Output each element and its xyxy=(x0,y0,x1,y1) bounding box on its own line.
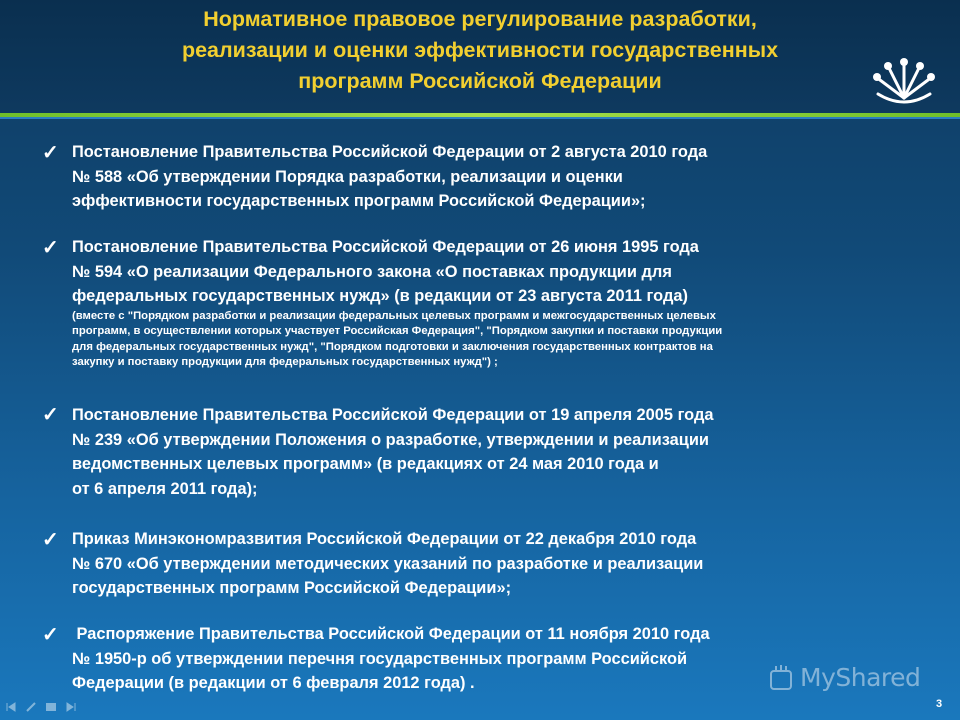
check-icon: ✓ xyxy=(42,237,59,259)
nav-menu-icon[interactable] xyxy=(44,700,58,714)
item-line: Федерации (в редакции от 6 февраля 2012 года) . xyxy=(72,674,475,692)
item-line: Распоряжение Правительства Российской Федерации от 11 ноября 2010 года xyxy=(72,625,710,643)
item-text xyxy=(72,403,924,501)
item-line: № 239 «Об утверждении Положения о разработке, утверждении и реализации xyxy=(72,430,709,449)
item-text xyxy=(72,140,924,214)
title-line-2: реализации и оценки эффективности государственных xyxy=(181,38,779,62)
item-line: Постановление Правительства Российской Федерации от 19 апреля 2005 года xyxy=(72,406,714,424)
item-line: эффективности государственных программ Российской Федерации»; xyxy=(72,192,646,210)
page-number: 3 xyxy=(936,698,943,710)
title-line-3: программ Российской Федерации xyxy=(298,69,662,93)
list-item xyxy=(72,140,924,214)
nav-prev-icon[interactable] xyxy=(24,700,38,714)
item-line: № 1950-р об утверждении перечня государственных программ Российской xyxy=(72,649,688,668)
note-line: для федеральных государственных нужд", "Порядком подготовки и заключения государственных контрактов на xyxy=(72,340,713,353)
watermark-icon xyxy=(768,663,794,691)
nav-first-icon[interactable] xyxy=(4,700,18,714)
item-text xyxy=(72,527,924,601)
check-icon: ✓ xyxy=(42,404,59,426)
list-item xyxy=(72,235,924,371)
item-line: Постановление Правительства Российской Федерации от 2 августа 2010 года xyxy=(72,143,708,161)
item-line: Приказ Минэкономразвития Российской Федерации от 22 декабря 2010 года xyxy=(72,530,697,548)
check-icon: ✓ xyxy=(42,624,59,646)
item-line: № 594 «О реализации Федерального закона «О поставках продукции для xyxy=(72,262,672,281)
item-line: ведомственных целевых программ» (в редакциях от 24 мая 2010 года и xyxy=(72,455,659,473)
item-line: федеральных государственных нужд» (в редакции от 23 августа 2011 года) xyxy=(72,287,688,305)
item-line: Постановление Правительства Российской Федерации от 26 июня 1995 года xyxy=(72,238,699,256)
item-note xyxy=(72,309,924,371)
check-icon: ✓ xyxy=(42,529,59,551)
list-item xyxy=(72,527,924,601)
nav-next-icon[interactable] xyxy=(64,700,78,714)
note-line: закупку и поставку продукции для федеральных государственных нужд") ; xyxy=(72,356,498,369)
item-line: № 670 «Об утверждении методических указаний по разработке и реализации xyxy=(72,554,704,573)
slide-navigation xyxy=(4,700,78,716)
title-line-1: Нормативное правовое регулирование разработки, xyxy=(203,7,757,31)
item-line: от 6 апреля 2011 года); xyxy=(72,479,258,498)
note-line: (вместе с "Порядком разработки и реализации федеральных целевых программ и межгосударственных целевых xyxy=(72,309,716,322)
note-line: программ, в осуществлении которых участвует Российская Федерация", "Порядком закупки и поставки продукции xyxy=(72,325,723,338)
list-item xyxy=(72,403,924,501)
item-line: государственных программ Российской Федерации»; xyxy=(72,579,512,597)
item-text xyxy=(72,235,924,309)
watermark-text: MyShared xyxy=(800,662,921,692)
check-icon: ✓ xyxy=(42,142,59,164)
item-line: № 588 «Об утверждении Порядка разработки, реализации и оценки xyxy=(72,167,623,186)
watermark xyxy=(768,660,928,694)
